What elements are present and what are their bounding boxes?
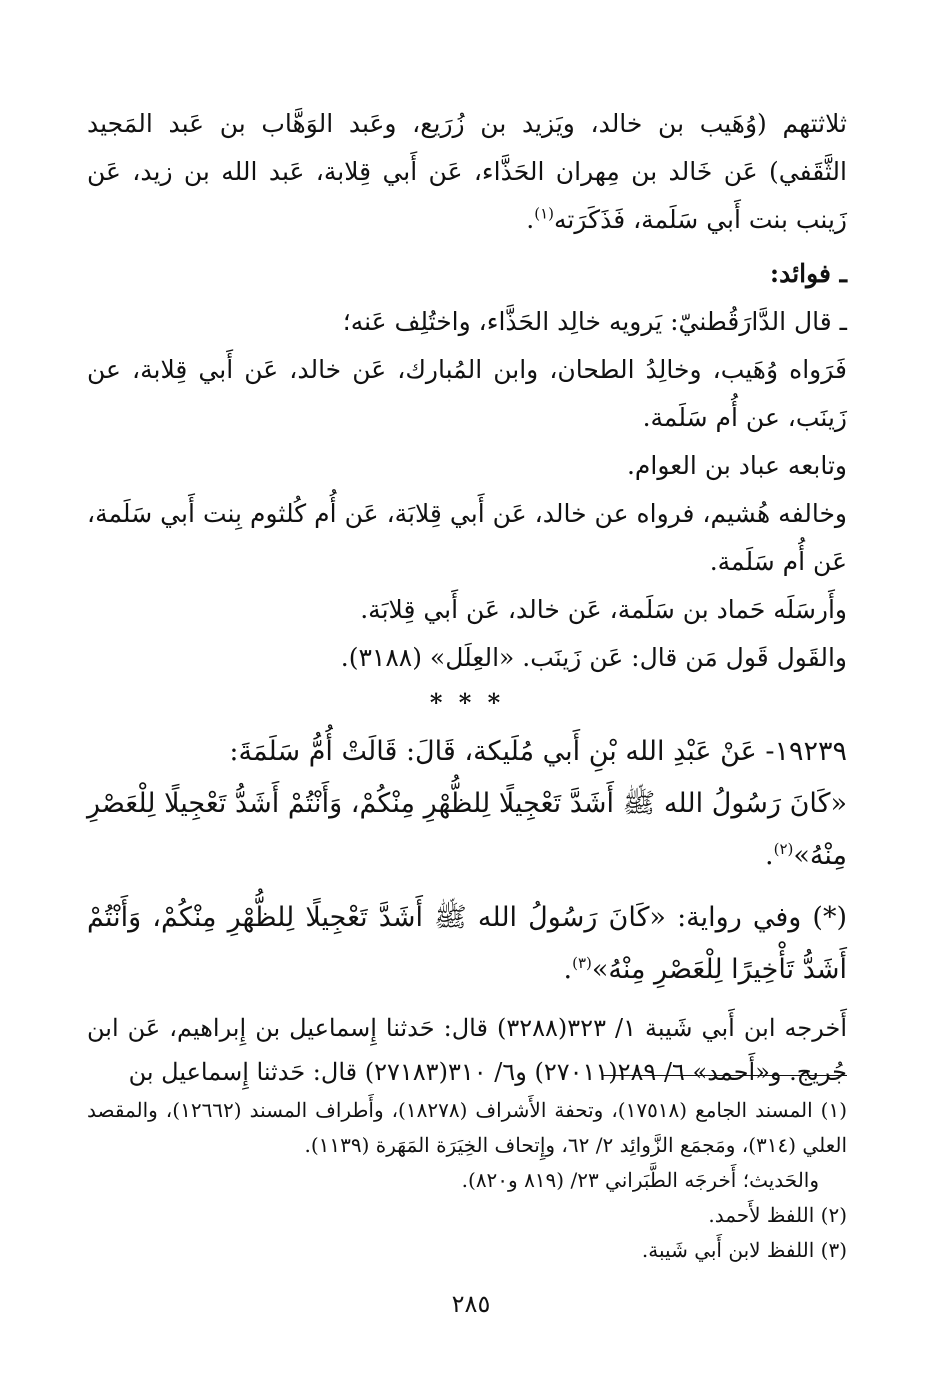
takhrij-paragraph: أَخرجه ابن أَبي شَيبة ١/ ٣٢٣(٣٢٨٨) قال: حَدثنا إِسماعيل بن إِبراهيم، عَن ابن جُريج. و«أَحمد» ٦/ ٢٨٩(٢٧٠١١) و٦/ ٣١٠(٢٧١٨٣) قال: حَدثنا إِسماعيل بن (87, 1014, 847, 1086)
footnote-1: (١) المسند الجامع (١٧٥١٨)، وتحفة الأَشراف (١٨٢٧٨)، وأَطراف المسند (١٢٦٦٢)، والمقصد العلي (٣١٤)، ومَجمَع الزَّوائِد ٢/ ٦٢، وإِتحاف الخِيَرَة المَهَرة (١١٣٩). (87, 1098, 847, 1157)
paragraph-daraqutni: ـ قال الدَّارَقُطنيّ: يَرويه خالِد الحَذَّاء، واختُلِف عَنه؛ (342, 307, 847, 336)
paragraph-conclusion: والقَول قَول مَن قال: عَن زَينَب. «العِلَل» (٣١٨٨). (340, 643, 847, 672)
paragraph-chain: ثلاثتهم (وُهَيب بن خالد، ويَزيد بن زُرَيع، وعَبد الوَهَّاب بن عَبد المَجيد الثَّقَفي) عَن خَالد بن مِهران الحَذَّاء، عَن أَبي قِلابة، عَبد الله بن زيد، عَن زَينب بنت أَبي سَلَمة، فَذَكَرَته$^{(١)}$. (87, 109, 847, 234)
footnote-list (87, 1093, 847, 1268)
footnote-ref-2: (٢) (773, 840, 794, 858)
paragraph-narration-1: فَرَواه وُهَيب، وخالِدُ الطحان، وابن المُبارك، عَن خالد، عَن أَبي قِلابة، عن زَينَب، عن أُم سَلَمة. (87, 355, 847, 432)
hadith-narration: (*) وفي رواية: «كَانَ رَسُولُ الله ﷺ أَشَدَّ تَعْجِيلًا لِلظُّهْرِ مِنْكُمْ، وَأَنْتُمْ أَشَدُّ تَأْخِيرًا لِلْعَصْرِ مِنْهُ»$^{(٣)}$. (87, 902, 847, 985)
footnote-separator (602, 1075, 847, 1076)
page-number: ٢٨٥ (451, 1290, 491, 1318)
paragraph-narration-2: وتابعه عباد بن العوام. (626, 451, 847, 480)
paragraph-chain-text: ثلاثتهم (وُهَيب بن خالد، ويَزيد بن زُرَيع، وعَبد الوَهَّاب بن عَبد المَجيد الثَّقَفي) عَن خَالد بن مِهران الحَذَّاء، عَن أَبي قِلابة، عَبد الله بن زيد، عَن زَينب بنت أَبي سَلَمة، فَذَكَرَته (87, 109, 847, 234)
footnote-ref-1: (١) (534, 204, 555, 223)
section-heading-fawaid: ـ فوائد: (769, 259, 847, 288)
section-divider-stars: * * * (429, 688, 505, 717)
footnote-3: (٣) اللفظ لابن أَبي شَيبة. (641, 1238, 847, 1262)
footnote-1-continued: والحَديث؛ أَخرجَه الطَّبَراني ٢٣/ (٨١٩ و٨٢٠). (461, 1168, 819, 1192)
hadith-text: «كَانَ رَسُولُ الله ﷺ أَشَدَّ تَعْجِيلًا لِلظُّهْرِ مِنْكُمْ، وَأَنْتُمْ أَشَدُّ تَعْجِيلًا لِلْعَصْرِ مِنْهُ»$^{(٢)}$. (87, 788, 847, 871)
paragraph-narration-3: وخالفه هُشيم، فرواه عن خالد، عَن أَبي قِلابَة، عَن أُم كُلثوم بِنت أَبي سَلَمة، عَن أُم سَلَمة. (87, 499, 847, 576)
main-text (87, 100, 847, 1094)
footnote-ref-3: (٣) (572, 954, 592, 972)
hadith-text-body: «كَانَ رَسُولُ الله ﷺ أَشَدَّ تَعْجِيلًا لِلظُّهْرِ مِنْكُمْ، وَأَنْتُمْ أَشَدُّ تَعْجِيلًا لِلْعَصْرِ مِنْهُ» (87, 788, 847, 871)
footnote-2: (٢) اللفظ لأَحمد. (708, 1203, 847, 1227)
hadith-narration-body: (*) وفي رواية: «كَانَ رَسُولُ الله ﷺ أَشَدَّ تَعْجِيلًا لِلظُّهْرِ مِنْكُمْ، وَأَنْتُمْ أَشَدُّ تَأْخِيرًا لِلْعَصْرِ مِنْهُ» (87, 902, 847, 985)
hadith-opening: ١٩٢٣٩- عَنْ عَبْدِ الله بْنِ أَبي مُلَيكة، قَالَ: قَالَتْ أُمُّ سَلَمَةَ: (229, 736, 847, 767)
paragraph-narration-4: وأَرسَلَه حَماد بن سَلَمة، عَن خالد، عَن أَبي قِلابَة. (360, 595, 847, 624)
